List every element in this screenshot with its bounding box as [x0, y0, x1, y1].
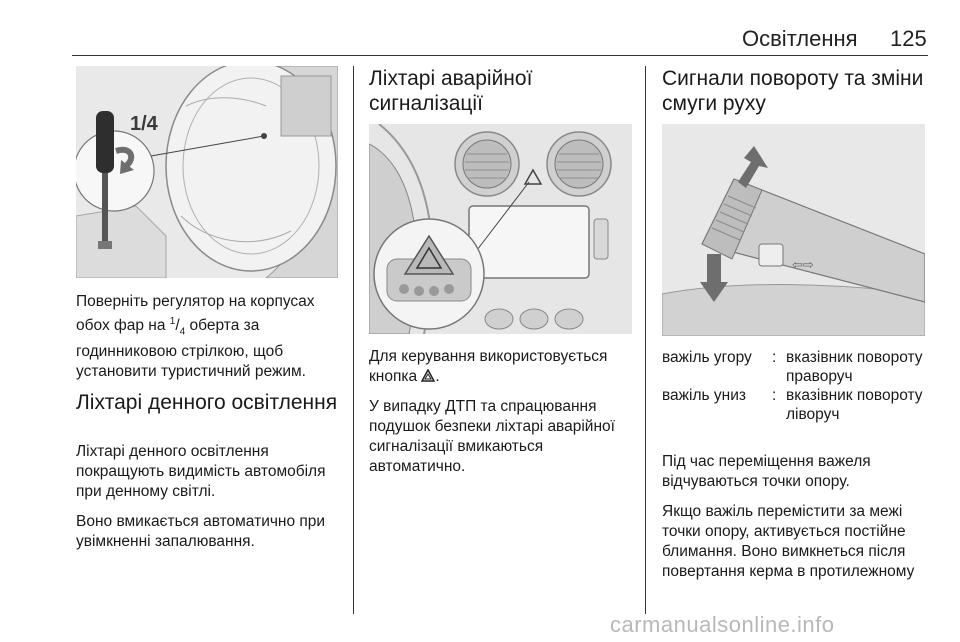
hazard-button-figure: [369, 124, 632, 334]
lever-paragraph-2: Якщо важіль перемістити за межі точки опору, активується постійне блимання. Воно вимкнеться після повертання керма в протилежному: [662, 503, 915, 580]
headlight-adjust-figure: [76, 66, 338, 278]
hazard-paragraph-1: Для керування використовується кнопка .: [369, 348, 608, 385]
lever-definition-list: [662, 348, 932, 424]
column-2-text: [369, 347, 639, 487]
section-title: Освітлення: [742, 26, 858, 51]
drl-heading: Ліхтарі денного освітлення: [76, 391, 338, 414]
hazard-paragraph-2: У випадку ДТП та спрацювання подушок безпеки ліхтарі аварійної сигналізації вмикаються автоматично.: [369, 398, 615, 475]
dashboard-illustration: [369, 124, 632, 334]
definition-row-up: важіль угору : вказівник повороту праворуч: [662, 349, 923, 385]
column-divider-1: [353, 66, 354, 614]
turn-signal-lever-figure: [662, 124, 925, 336]
watermark: carmanualsonline.info: [610, 612, 835, 637]
page-number: 125: [890, 26, 927, 51]
headlight-illustration: [76, 66, 338, 278]
tour-mode-paragraph: Поверніть регулятор на корпусах обох фар на $^1/_4$ оберта за годинниковою стрілкою, щоб установити туристичний режим.: [76, 293, 315, 381]
lever-paragraph-1: Під час переміщення важеля відчуваються точки опору.: [662, 453, 871, 490]
definition-row-down: важіль униз : вказівник повороту ліворуч: [662, 387, 923, 423]
column-divider-2: [645, 66, 646, 614]
fraction-label: 1/4: [130, 113, 158, 135]
drl-text: [76, 442, 348, 562]
svg-text:⇦⇨: ⇦⇨: [792, 257, 814, 272]
turn-signal-heading: Сигнали повороту та зміни смуги руху: [662, 67, 924, 115]
drl-paragraph-2: Воно вмикається автоматично при увімкненні запалювання.: [76, 513, 326, 550]
hazard-heading: Ліхтарі аварійної сигналізації: [369, 67, 533, 115]
lever-illustration: [662, 124, 925, 336]
page-header: [0, 0, 960, 60]
header-rule: [72, 55, 928, 56]
column-1-text: [76, 292, 346, 392]
drl-paragraph-1: Ліхтарі денного освітлення покращують видимість автомобіля при денному світлі.: [76, 443, 326, 500]
column-3-text: [662, 452, 934, 592]
hazard-triangle-icon: [421, 369, 435, 382]
